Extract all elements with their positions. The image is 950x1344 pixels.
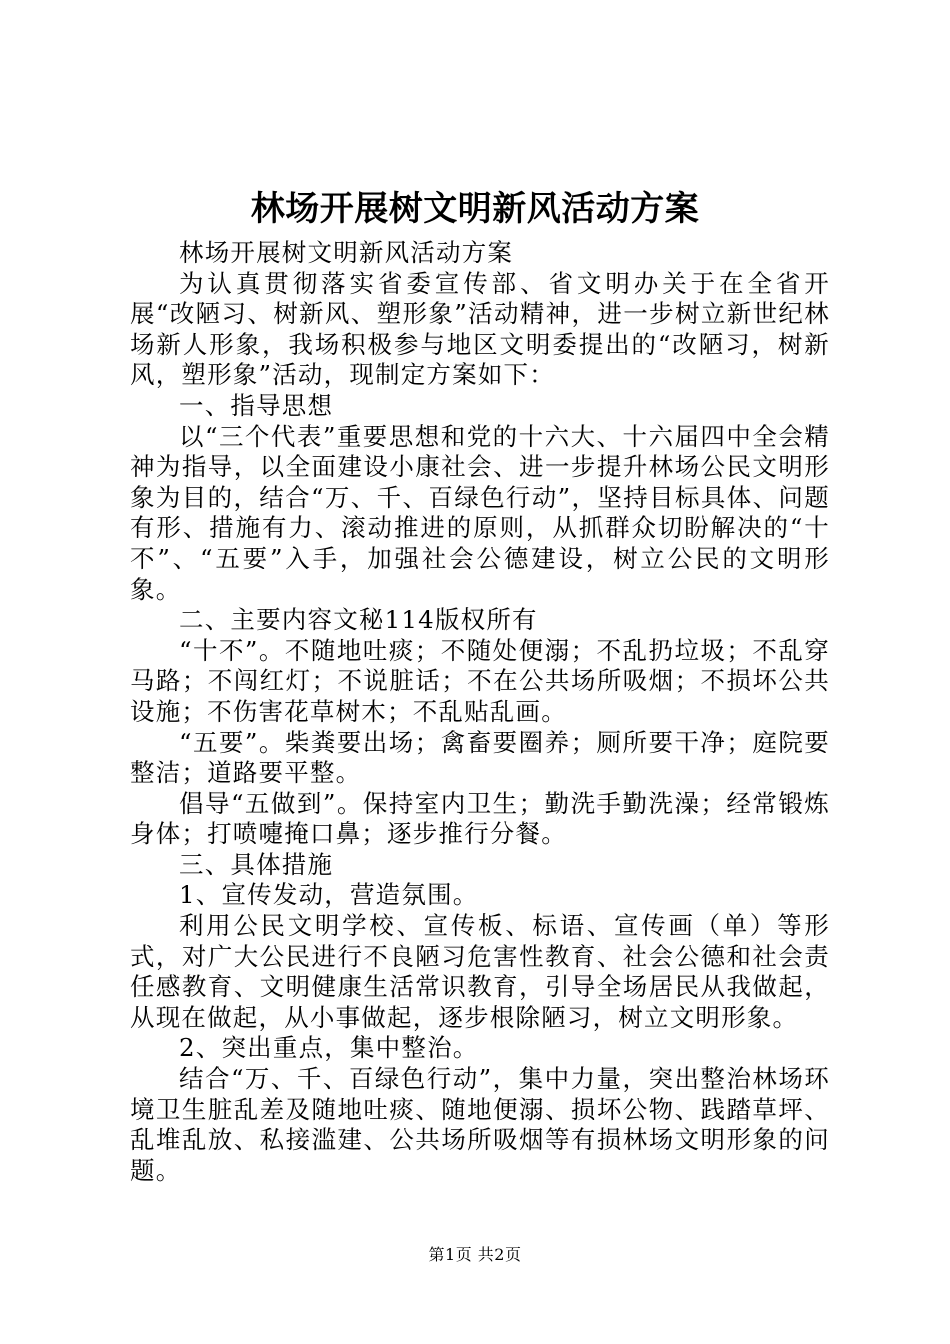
document-body <box>130 238 830 1186</box>
document-title: 林场开展树文明新风活动方案 <box>250 189 700 229</box>
paragraph-publicity: 利用公民文明学校、宣传板、标语、宣传画（单）等形式，对广大公民进行不良陋习危害性教育、社会公德和社会责任感教育、文明健康生活常识教育，引导全场居民从我做起，从现在做起，从小事做起，逐步根除陋习，树立文明形象。 <box>130 911 830 1032</box>
paragraph-subtitle: 林场开展树文明新风活动方案 <box>179 238 514 267</box>
paragraph-five-achievements: 倡导“五做到”。保持室内卫生；勤洗手勤洗澡；经常锻炼身体；打喷嚏掩口鼻；逐步推行分餐。 <box>130 788 830 849</box>
subheading-key-rectification: 2、突出重点，集中整治。 <box>179 1033 479 1063</box>
paragraph-guiding-ideology: 以“三个代表”重要思想和党的十六大、十六届四中全会精神为指导，以全面建设小康社会、进一步提升林场公民文明形象为目的，结合“万、千、百绿色行动”，坚持目标具体、问题有形、措施有力、滚动推进的原则，从抓群众切盼解决的“十不”、“五要”入手，加强社会公德建设，树立公民的文明形象。 <box>130 421 830 604</box>
page-number-footer: 第1页 共2页 <box>428 1245 522 1264</box>
section-heading-main-content: 二、主要内容文秘114版权所有 <box>179 605 538 635</box>
section-heading-guiding-ideology: 一、指导思想 <box>179 390 334 420</box>
paragraph-five-musts: “五要”。柴粪要出场；禽畜要圈养；厕所要干净；庭院要整洁；道路要平整。 <box>130 727 830 788</box>
paragraph-intro: 为认真贯彻落实省委宣传部、省文明办关于在全省开展“改陋习、树新风、塑形象”活动精神，进一步树立新世纪林场新人形象，我场积极参与地区文明委提出的“改陋习，树新风，塑形象”活动，现制定方案如下： <box>130 268 830 390</box>
paragraph-ten-donts: “十不”。不随地吐痰；不随处便溺；不乱扔垃圾；不乱穿马路；不闯红灯；不说脏话；不在公共场所吸烟；不损坏公共设施；不伤害花草树木；不乱贴乱画。 <box>130 635 830 726</box>
section-heading-measures: 三、具体措施 <box>179 849 334 879</box>
subheading-publicity: 1、宣传发动，营造氛围。 <box>179 880 479 910</box>
paragraph-key-rectification: 结合“万、千、百绿色行动”，集中力量，突出整治林场环境卫生脏乱差及随地吐痰、随地便溺、损坏公物、践踏草坪、乱堆乱放、私接滥建、公共场所吸烟等有损林场文明形象的问题。 <box>130 1064 830 1185</box>
